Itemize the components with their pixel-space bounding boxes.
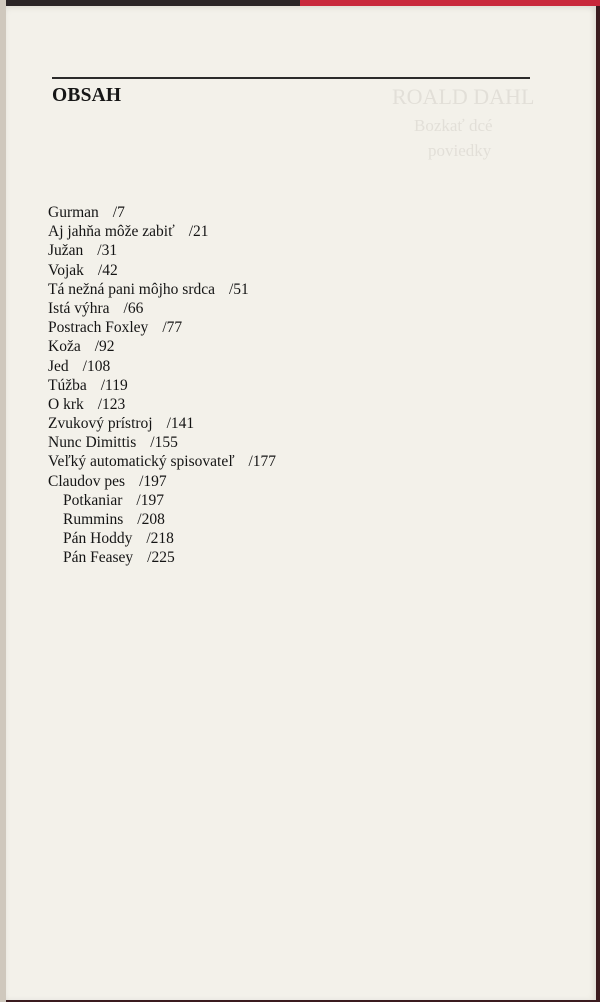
entry-title: Aj jahňa môže zabiť <box>48 223 175 241</box>
entry-title: Gurman <box>48 204 99 221</box>
toc-entry <box>48 280 276 299</box>
toc-entry <box>48 357 276 376</box>
entry-title: Vojak <box>48 261 84 279</box>
toc-entry <box>48 203 276 222</box>
bleed-through-subtitle: poviedky <box>428 141 492 160</box>
toc-subentry <box>48 548 276 567</box>
entry-title: Pán Feasey <box>63 549 134 567</box>
cover-edge-dark <box>0 0 300 6</box>
entry-title: Jed <box>48 357 69 375</box>
entry-title: Veľký automatický spisovateľ <box>48 453 235 471</box>
toc-entry <box>48 261 276 280</box>
toc-entry <box>48 337 276 356</box>
entry-title: Potkaniar <box>63 491 123 509</box>
entry-page-number: /108 <box>82 357 111 375</box>
entry-page-number: /208 <box>137 511 165 528</box>
toc-entry <box>48 433 276 452</box>
toc-subentry <box>48 529 276 548</box>
cover-edge-red <box>300 0 600 6</box>
entry-title: Južan <box>48 242 84 260</box>
entry-page-number: /92 <box>94 338 115 356</box>
bleed-through-title: Bozkať dcé <box>414 116 493 135</box>
entry-page-number: /7 <box>112 204 125 221</box>
toc-entry <box>48 376 276 395</box>
entry-page-number: /123 <box>97 395 126 413</box>
entry-page-number: /119 <box>100 376 128 394</box>
contents-heading: OBSAH <box>52 85 122 106</box>
table-of-contents <box>48 203 276 568</box>
entry-page-number: /42 <box>97 261 118 279</box>
toc-entry <box>48 395 276 414</box>
entry-title: O krk <box>48 395 84 413</box>
bleed-through-author: ROALD DAHL <box>392 84 535 109</box>
entry-title: Koža <box>48 338 81 356</box>
entry-page-number: /177 <box>248 453 277 471</box>
toc-entry <box>48 299 276 318</box>
page-left-edge <box>0 0 6 1002</box>
toc-entry <box>48 222 276 241</box>
entry-title: Postrach Foxley <box>48 319 149 337</box>
entry-page-number: /77 <box>162 319 183 337</box>
entry-title: Zvukový prístroj <box>48 415 153 433</box>
header-rule <box>52 77 530 79</box>
entry-page-number: /31 <box>97 242 118 260</box>
entry-page-number: /197 <box>139 472 167 490</box>
entry-title: Claudov pes <box>48 472 126 490</box>
toc-entry <box>48 241 276 260</box>
toc-entry <box>48 472 276 491</box>
toc-subentry <box>48 510 276 529</box>
entry-page-number: /141 <box>166 415 195 433</box>
entry-page-number: /197 <box>136 491 164 509</box>
entry-title: Tá nežná pani môjho srdca <box>48 280 215 298</box>
entry-page-number: /51 <box>229 280 249 298</box>
entry-page-number: /218 <box>146 530 174 548</box>
entry-page-number: /155 <box>150 434 178 452</box>
entry-page-number: /21 <box>188 223 209 241</box>
entry-title: Istá výhra <box>48 299 110 317</box>
toc-subentry <box>48 491 276 510</box>
entry-page-number: /66 <box>123 299 144 317</box>
entry-title: Rummins <box>63 511 124 528</box>
entry-page-number: /225 <box>147 549 175 567</box>
toc-entry <box>48 318 276 337</box>
toc-entry <box>48 452 276 471</box>
entry-title: Túžba <box>48 376 87 394</box>
toc-entry <box>48 414 276 433</box>
entry-title: Nunc Dimittis <box>48 434 137 452</box>
entry-title: Pán Hoddy <box>63 530 133 548</box>
